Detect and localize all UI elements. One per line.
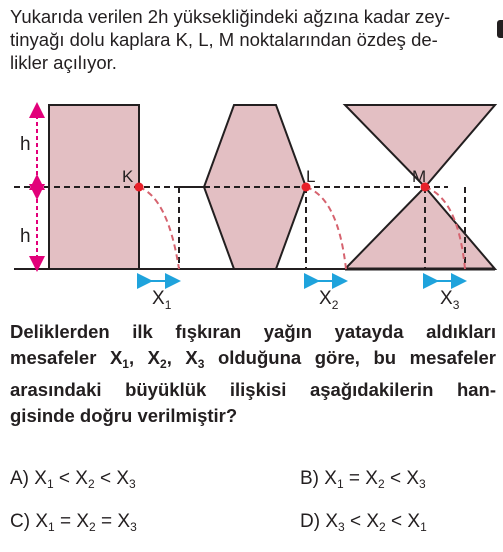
stream-L <box>306 187 346 269</box>
page-edge-mark <box>497 20 503 38</box>
height-label-upper: h <box>20 134 31 155</box>
question-text <box>10 319 496 429</box>
intro-paragraph <box>10 5 494 74</box>
height-label-lower: h <box>20 226 31 247</box>
question-line: mesafeler $X_1$, $X_2$, $X_3$ olduğuna göre, bu mesafeler <box>10 347 497 371</box>
distance-label-3: $X_3$ <box>440 288 460 312</box>
intro-line: Yukarıda verilen 2h yüksekliğindeki ağzına kadar zey- <box>10 6 451 27</box>
option-d[interactable]: D) $X_3 < X_2 < X_1$ <box>300 511 427 534</box>
option-b[interactable]: B) $X_1 = X_2 < X_3$ <box>300 468 426 491</box>
hole-K <box>135 183 144 192</box>
question-line: gisinde doğru verilmiştir? <box>10 405 238 426</box>
intro-line: tinyağı dolu kaplara K, L, M noktalarından özdeş de- <box>10 29 438 50</box>
question-line: Deliklerden ilk fışkıran yağın yatayda aldıkları <box>10 321 496 342</box>
stream-K <box>139 187 179 269</box>
containers-figure <box>0 98 503 313</box>
question-line: arasındaki büyüklük ilişkisi aşağıdakilerin han- <box>10 379 496 400</box>
option-c[interactable]: C) $X_1 = X_2 = X_3$ <box>10 511 137 534</box>
intro-line: likler açılıyor. <box>10 52 117 73</box>
hole-label-M: M <box>412 167 427 186</box>
distance-label-2: $X_2$ <box>319 288 339 312</box>
option-a[interactable]: A) $X_1 < X_2 < X_3$ <box>10 468 136 491</box>
hole-label-L: L <box>306 167 316 186</box>
distance-label-1: $X_1$ <box>152 288 172 312</box>
hole-label-K: K <box>122 167 134 186</box>
